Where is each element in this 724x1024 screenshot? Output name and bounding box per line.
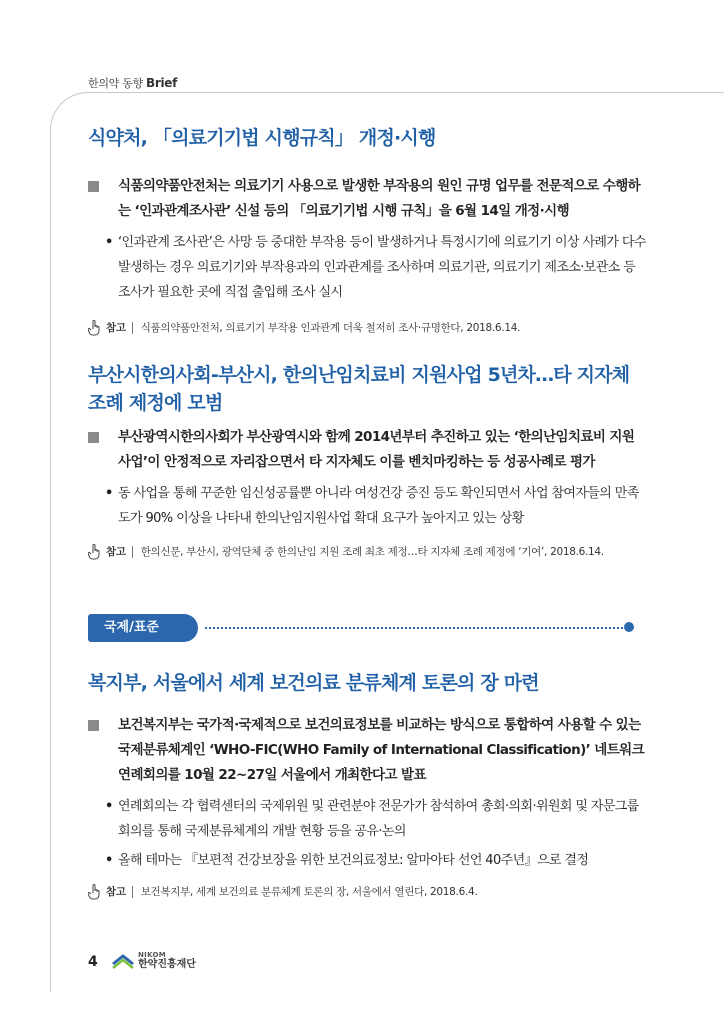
reference-text: 식품의약품안전처, 의료기기 부작용 인과관계 더욱 철저히 조사·규명한다, 2018.6.14. bbox=[140, 322, 521, 334]
pointing-hand-icon bbox=[88, 320, 102, 336]
running-head-section: 한의약 동향 bbox=[88, 77, 147, 90]
nikom-logo bbox=[112, 948, 196, 972]
reference-divider bbox=[132, 886, 133, 898]
pointing-hand-icon bbox=[88, 544, 102, 560]
article-lead bbox=[88, 174, 648, 224]
page-number: 4 bbox=[88, 954, 98, 970]
article-headline: 식약처, 「의료기기법 시행규칙」 개정·시행 bbox=[88, 127, 436, 149]
article-lead bbox=[88, 713, 648, 788]
square-bullet-icon bbox=[88, 432, 99, 443]
article-bullet bbox=[88, 848, 648, 873]
section-line-end-dot bbox=[624, 622, 634, 632]
square-bullet-icon bbox=[88, 181, 99, 192]
article-reference bbox=[88, 543, 648, 561]
reference-label: 참고 bbox=[106, 886, 126, 898]
running-head-brief: Brief bbox=[146, 76, 178, 90]
article-headline: 복지부, 서울에서 세계 보건의료 분류체계 토론의 장 마련 bbox=[88, 672, 539, 694]
article-lead bbox=[88, 425, 648, 475]
section-tab-international: 국제/표준 bbox=[88, 614, 198, 642]
reference-label: 참고 bbox=[106, 546, 126, 558]
running-head bbox=[88, 75, 177, 91]
article-2 bbox=[88, 361, 648, 561]
article-reference bbox=[88, 883, 648, 901]
nikom-logo-icon bbox=[112, 950, 134, 970]
article-1 bbox=[88, 124, 648, 337]
logo-korean: 한약진흥재단 bbox=[138, 959, 196, 970]
section-dotted-line bbox=[205, 627, 627, 629]
lead-text: 부산광역시한의사회가 부산광역시와 함께 2014년부터 추진하고 있는 ‘한의난임치료비 지원 사업’이 안정적으로 자리잡으면서 타 지자체도 이를 벤치마킹하는 등 성공사례로 평가 bbox=[118, 429, 635, 470]
article-bullet bbox=[88, 481, 648, 531]
article-bullet bbox=[88, 230, 648, 305]
reference-text: 한의신문, 부산시, 광역단체 중 한의난임 지원 조례 최초 제정…타 지자체 조례 제정에 ‘기여’, 2018.6.14. bbox=[140, 546, 604, 558]
article-reference bbox=[88, 319, 648, 337]
bullet-dot-icon: • bbox=[105, 799, 113, 814]
bullet-dot-icon: • bbox=[105, 486, 113, 501]
reference-text: 보건복지부, 세계 보건의료 분류체계 토론의 장, 서울에서 열린다, 2018.6.4. bbox=[140, 886, 478, 898]
bullet-dot-icon: • bbox=[105, 235, 113, 250]
reference-label: 참고 bbox=[106, 322, 126, 334]
bullet-dot-icon: • bbox=[105, 853, 113, 868]
pointing-hand-icon bbox=[88, 884, 102, 900]
reference-divider bbox=[132, 322, 133, 334]
bullet-text: ‘인과관계 조사관’은 사망 등 중대한 부작용 등이 발생하거나 특정시기에 의료기기 이상 사례가 다수 발생하는 경우 의료기기와 부작용과의 인과관계를 조사하며 의료기관, 의료기기 제조소·보관소 등 조사가 필요한 곳에 직접 출입해 조사 실시 bbox=[118, 235, 646, 300]
bullet-text: 연례회의는 각 협력센터의 국제위원 및 관련분야 전문가가 참석하여 총회·의회·위원회 및 자문그룹회의를 통해 국제분류체계의 개발 현황 등을 공유·논의 bbox=[118, 799, 639, 839]
bullet-text: 올해 테마는 『보편적 건강보장을 위한 보건의료정보: 알마아타 선언 40주년』으로 결정 bbox=[118, 853, 589, 868]
bullet-text: 동 사업을 통해 꾸준한 임신성공률뿐 아니라 여성건강 증진 등도 확인되면서 사업 참여자들의 만족도가 90% 이상을 나타내 한의난임지원사업 확대 요구가 높아지고 있는 상황 bbox=[118, 486, 639, 526]
logo-english: NIKOM bbox=[138, 951, 166, 959]
reference-divider bbox=[132, 546, 133, 558]
lead-text: 보건복지부는 국가적·국제적으로 보건의료정보를 비교하는 방식으로 통합하여 사용할 수 있는 국제분류체계인 ‘WHO-FIC(WHO Family of International Classification)’ 네트워크 연례회의를 10월 22~27일 서울에서 개최한다고 발표 bbox=[118, 717, 645, 783]
article-bullet bbox=[88, 794, 648, 844]
article-headline: 부산시한의사회-부산시, 한의난임치료비 지원사업 5년차…타 지자체 조례 제정에 모범 bbox=[88, 364, 630, 414]
square-bullet-icon bbox=[88, 720, 99, 731]
article-3 bbox=[88, 669, 648, 901]
lead-text: 식품의약품안전처는 의료기기 사용으로 발생한 부작용의 원인 규명 업무를 전문적으로 수행하는 ‘인과관계조사관’ 신설 등의 「의료기기법 시행 규칙」을 6월 14일 개정·시행 bbox=[118, 178, 641, 219]
